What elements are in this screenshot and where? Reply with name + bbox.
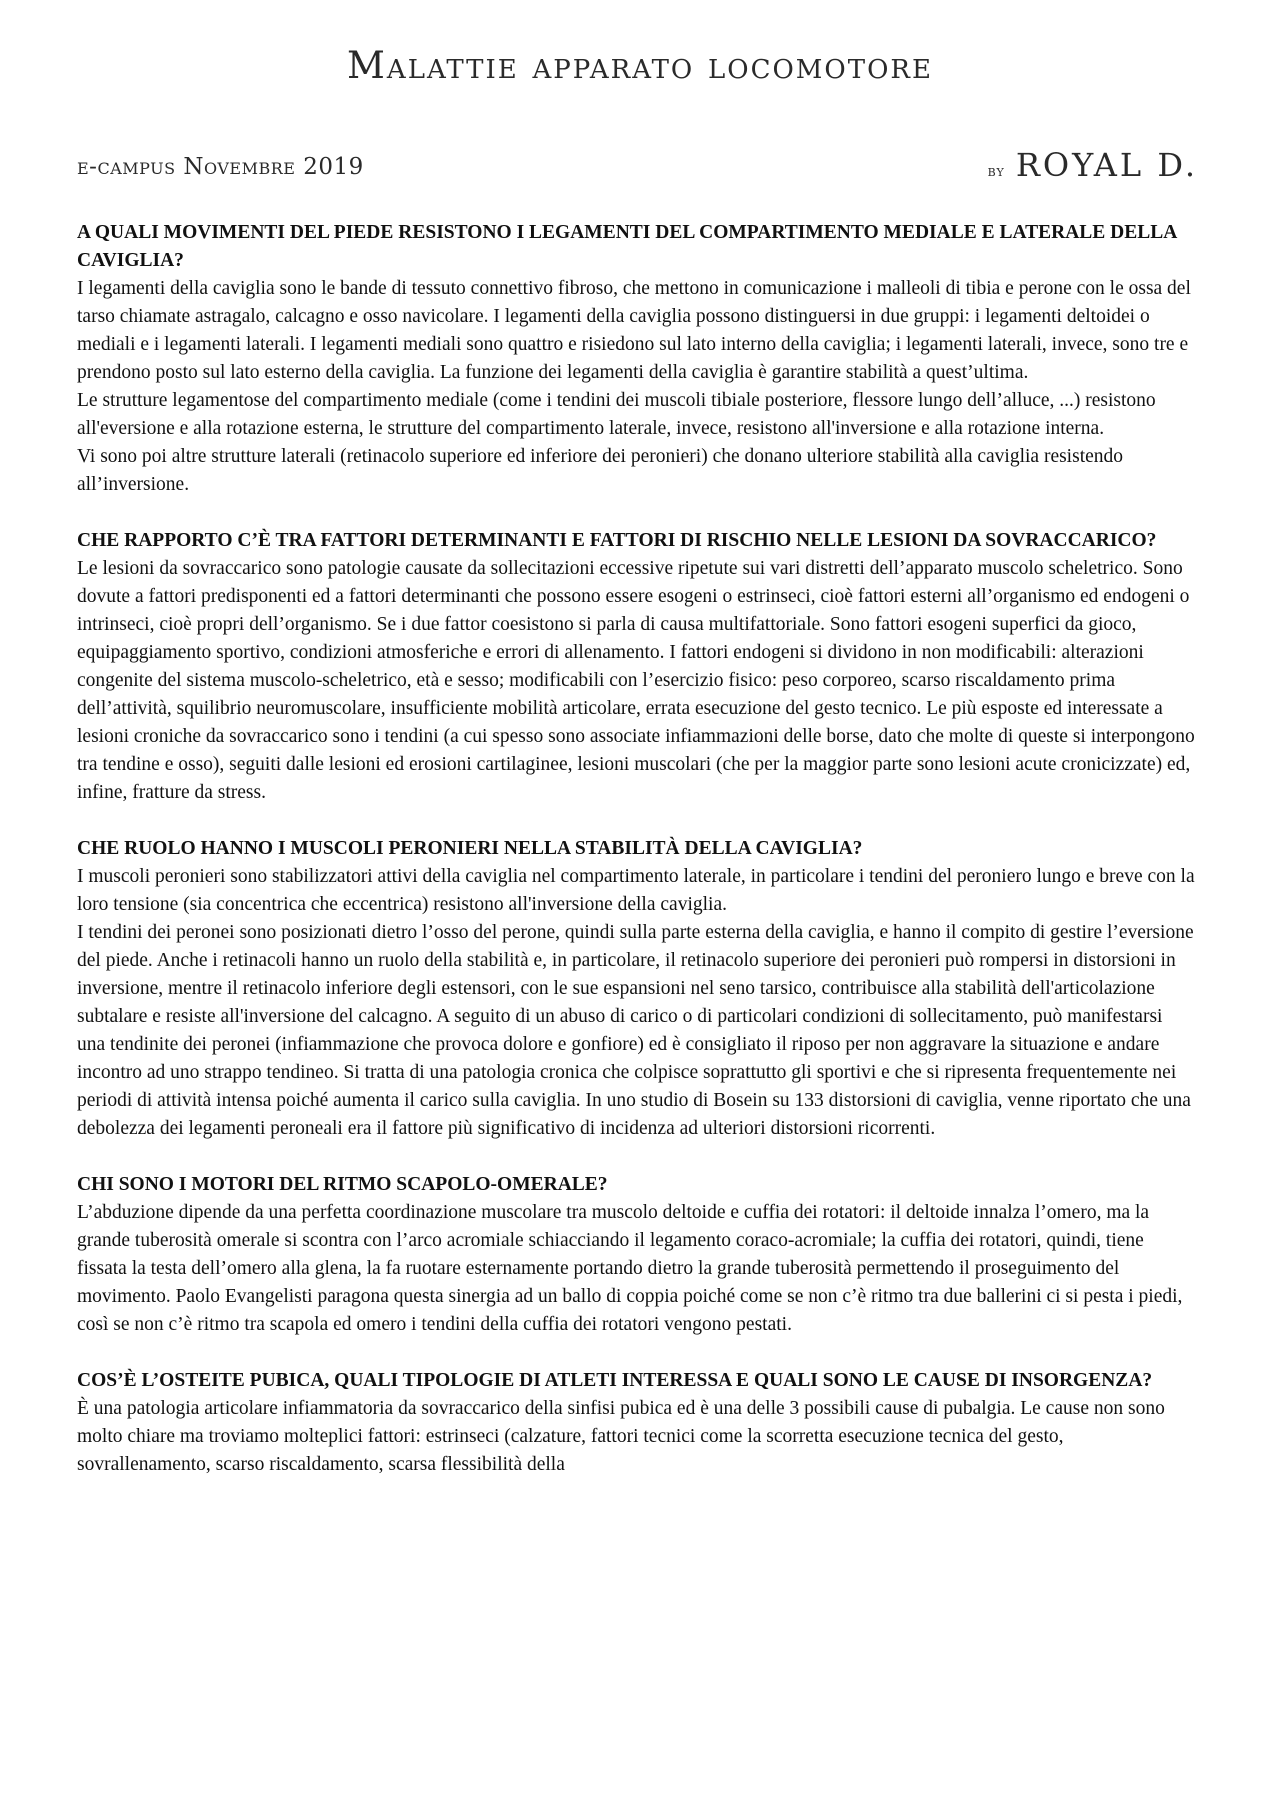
- section-paragraph: Vi sono poi altre strutture laterali (retinacolo superiore ed inferiore dei peronieri) che donano ulteriore stabilità alla caviglia resistendo all’inversione.: [77, 446, 1124, 495]
- section-ankle-ligaments: [77, 219, 1195, 499]
- section-question: A QUALI MOVIMENTI DEL PIEDE RESISTONO I LEGAMENTI DEL COMPARTIMENTO MEDIALE E LATERALE DELLA CAVIGLIA?: [77, 222, 1177, 271]
- by-label: by: [987, 161, 1005, 180]
- section-peroneal-muscles: [77, 835, 1195, 1143]
- section-question: COS’È L’OSTEITE PUBICA, QUALI TIPOLOGIE DI ATLETI INTERESSA E QUALI SONO LE CAUSE DI INSORGENZA?: [77, 1370, 1153, 1391]
- document-title: Malattie apparato locomotore: [347, 44, 933, 87]
- author-block: [988, 146, 1198, 184]
- section-paragraph: I legamenti della caviglia sono le bande di tessuto connettivo fibroso, che mettono in comunicazione i malleoli di tibia e perone con le ossa del tarso chiamate astragalo, calcagno e osso navicolare. I legamenti della caviglia possono distinguersi in due gruppi: i legamenti deltoidei o mediali e i legamenti laterali. I legamenti mediali sono quattro e risiedono sul lato interno della caviglia; i legamenti laterali, invece, sono tre e prendono posto sul lato esterno della caviglia. La funzione dei legamenti della caviglia è garantire stabilità a quest’ultima.: [77, 278, 1191, 383]
- document-body: [77, 219, 1195, 1507]
- section-question: CHI SONO I MOTORI DEL RITMO SCAPOLO-OMERALE?: [77, 1174, 608, 1195]
- course-date: e-campus Novembre 2019: [77, 154, 364, 180]
- section-question: CHE RAPPORTO C’È TRA FATTORI DETERMINANTI E FATTORI DI RISCHIO NELLE LESIONI DA SOVRACCARICO?: [77, 530, 1157, 551]
- section-paragraph: Le strutture legamentose del compartimento mediale (come i tendini dei muscoli tibiale posteriore, flessore lungo dell’alluce, ...) resistono all'eversione e alla rotazione esterna, le strutture del compartimento laterale, invece, resistono all'inversione e alla rotazione interna.: [77, 390, 1156, 439]
- section-question: CHE RUOLO HANNO I MUSCOLI PERONIERI NELLA STABILITÀ DELLA CAVIGLIA?: [77, 838, 863, 859]
- section-paragraph: I tendini dei peronei sono posizionati dietro l’osso del perone, quindi sulla parte esterna della caviglia, e hanno il compito di gestire l’eversione del piede. Anche i retinacoli hanno un ruolo della stabilità e, in particolare, il retinacolo superiore dei peronieri può rompersi in distorsioni in inversione, mentre il retinacolo inferiore degli estensori, con le sue espansioni nel seno tarsico, contribuisce alla stabilità dell'articolazione subtalare e resiste all'inversione del calcagno. A seguito di un abuso di carico o di particolari condizioni di sollecitamento, può manifestarsi una tendinite dei peronei (infiammazione che provoca dolore e gonfiore) ed è consigliato il riposo per non aggravare la situazione e andare incontro ad uno strappo tendineo. Si tratta di una patologia cronica che colpisce soprattutto gli sportivi e che si ripresenta frequentemente nei periodi di attività intensa poiché aumenta il carico sulla caviglia. In uno studio di Bosein su 133 distorsioni di caviglia, venne riportato che una debolezza dei legamenti peroneali era il fattore più significativo di incidenza ad ulteriori distorsioni ricorrenti.: [77, 922, 1194, 1139]
- document-subheader: [77, 146, 1198, 186]
- section-paragraph: I muscoli peronieri sono stabilizzatori attivi della caviglia nel compartimento laterale, in particolare i tendini del peroniero lungo e breve con la loro tensione (sia concentrica che eccentrica) resistono all'inversione della caviglia.: [77, 866, 1195, 915]
- section-paragraph: È una patologia articolare infiammatoria da sovraccarico della sinfisi pubica ed è una delle 3 possibili cause di pubalgia. Le cause non sono molto chiare ma troviamo molteplici fattori: estrinseci (calzature, fattori tecnici come la scorretta esecuzione tecnica del gesto, sovrallenamento, scarso riscaldamento, scarsa flessibilità della: [77, 1398, 1165, 1475]
- section-overload-injuries: [77, 527, 1195, 807]
- section-paragraph: Le lesioni da sovraccarico sono patologie causate da sollecitazioni eccessive ripetute sui vari distretti dell’apparato muscolo scheletrico. Sono dovute a fattori predisponenti ed a fattori determinanti che possono essere esogeni o estrinseci, cioè fattori esterni all’organismo ed endogeni o intrinseci, cioè propri dell’organismo. Se i due fattor coesistono si parla di causa multifattoriale. Sono fattori esogeni superfici da gioco, equipaggiamento sportivo, condizioni atmosferiche e errori di allenamento. I fattori endogeni si dividono in non modificabili: alterazioni congenite del sistema muscolo-scheletrico, età e sesso; modificabili con l’esercizio fisico: peso corporeo, scarso riscaldamento prima dell’attività, squilibrio neuromuscolare, insufficiente mobilità articolare, errata esecuzione del gesto tecnico. Le più esposte ed interessate a lesioni croniche da sovraccarico sono i tendini (a cui spesso sono associate infiammazioni delle borse, dato che molte di queste si interpongono tra tendine e osso), seguiti dalle lesioni ed erosioni cartilaginee, lesioni muscolari (che per la maggior parte sono lesioni acute cronicizzate) ed, infine, fratture da stress.: [77, 558, 1195, 803]
- section-scapulohumeral-rhythm: [77, 1171, 1195, 1339]
- section-paragraph: L’abduzione dipende da una perfetta coordinazione muscolare tra muscolo deltoide e cuffia dei rotatori: il deltoide innalza l’omero, ma la grande tuberosità omerale si scontra con l’arco acromiale schiacciando il legamento coraco-acromiale; la cuffia dei rotatori, quindi, tiene fissata la testa dell’omero alla glena, la fa ruotare esternamente portando dietro la grande tuberosità permettendo il proseguimento del movimento. Paolo Evangelisti paragona questa sinergia ad un ballo di coppia poiché come se non c’è ritmo tra due ballerini ci si pesta i piedi, così se non c’è ritmo tra scapola ed omero i tendini della cuffia dei rotatori vengono pestati.: [77, 1202, 1183, 1335]
- author-name: ROYAL D.: [1015, 146, 1198, 184]
- section-osteitis-pubis: [77, 1367, 1195, 1479]
